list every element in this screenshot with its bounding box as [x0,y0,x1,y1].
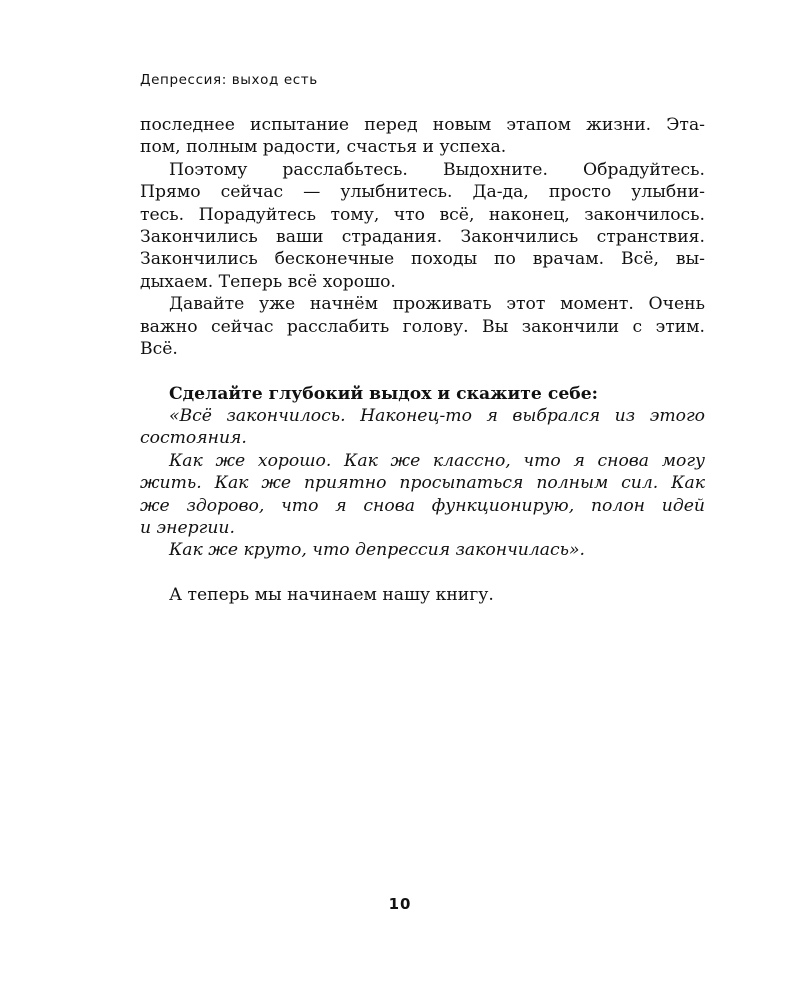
closing-line: А теперь мы начинаем нашу книгу. [169,585,494,606]
text-line: тесь. Порадуйтесь тому, что всё, наконец, закончилось. [140,204,705,225]
text-line: дыхаем. Теперь всё хорошо. [140,271,396,292]
quote-line: Как же круто, что депрессия закончилась». [169,540,585,561]
page-body [140,114,705,607]
text-line: Давайте уже начнём проживать этот момент. Очень [169,294,705,315]
text-line: важно сейчас расслабить голову. Вы закончили с этим. [140,316,705,337]
instruction-heading: Сделайте глубокий выдох и скажите себе: [169,383,598,404]
text-line: Поэтому расслабьтесь. Выдохните. Обрадуйтесь. [169,159,705,180]
text-line: Прямо сейчас — улыбнитесь. Да-да, просто улыбни- [140,182,705,203]
quote-line: и энергии. [140,518,235,539]
text-line: пом, полным радости, счастья и успеха. [140,137,507,158]
quote-line: жить. Как же приятно просыпаться полным сил. Как [140,473,705,494]
running-title: Депрессия: выход есть [140,72,318,88]
text-line: Всё. [140,338,178,359]
paragraph-gap [140,360,705,382]
paragraph-gap [140,562,705,584]
text-line: последнее испытание перед новым этапом жизни. Эта- [140,115,705,135]
quote-line: состояния. [140,428,247,449]
quote-line: Как же хорошо. Как же классно, что я снова могу [169,450,705,471]
text-line: Закончились бесконечные походы по врачам. Всё, вы- [140,249,705,270]
quote-line: же здорово, что я снова функционирую, полон идей [140,495,705,516]
text-line: Закончились ваши страдания. Закончились странствия. [140,226,705,247]
quote-line: «Всё закончилось. Наконец-то я выбрался из этого [169,406,705,427]
page-number: 10 [388,895,412,913]
